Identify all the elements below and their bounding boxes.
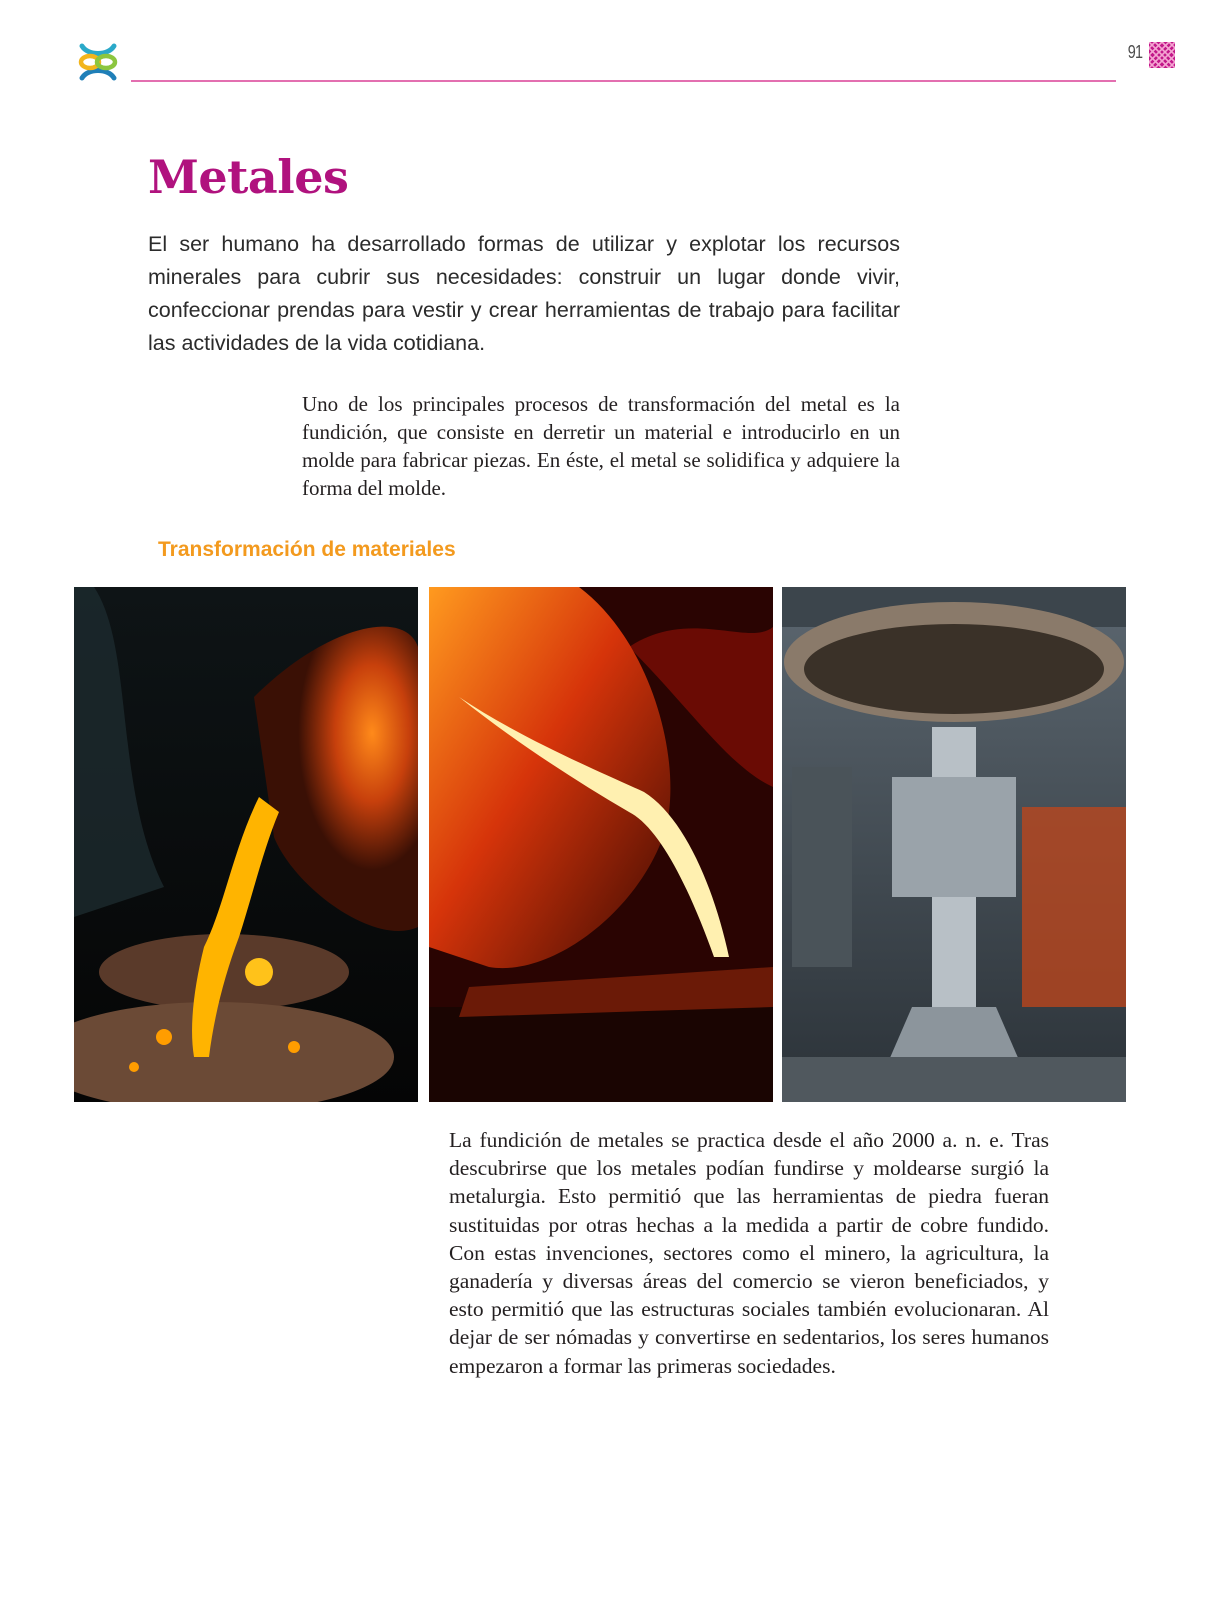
pouring-molten-metal-photo (74, 587, 418, 1102)
section-heading: Transformación de materiales (158, 538, 456, 561)
magenta-pattern-icon (1149, 42, 1175, 68)
casting-definition-paragraph: Uno de los principales procesos de transformación del metal es la fundición, que consiste en derretir un material e introducirlo en un molde para fabricar piezas. En éste, el metal se solidifica y adquiere la forma del molde. (302, 392, 900, 500)
page-number: 91 (1127, 42, 1143, 62)
crucible-pouring-photo (429, 587, 773, 1102)
page-title: Metales (148, 150, 349, 204)
history-paragraph: La fundición de metales se practica desde el año 2000 a. n. e. Tras descubrirse que los metales podían fundirse y moldearse surgió la metalurgia. Esto permitió que las herramientas de piedra fueran sustituidas por otras hechas a la medida a partir de cobre fundido. Con estas invenciones, sectores como el minero, la agricultura, la ganadería y diversas áreas del comercio se vieron beneficiados, y esto permitió que las estructuras sociales también evolucionaran. Al dejar de ser nómadas y convertirse en sedentarios, los seres humanos empezaron a formar las primeras sociedades. (449, 1128, 1049, 1378)
molecule-logo-icon (74, 38, 122, 86)
intro-paragraph: El ser humano ha desarrollado formas de utilizar y explotar los recursos minerales para cubrir sus necesidades: construir un lugar donde vivir, confeccionar prendas para vestir y crear herramientas de trabajo para facilitar las actividades de la vida cotidiana. (148, 232, 900, 355)
industrial-furnace-photo (782, 587, 1126, 1102)
header-rule (131, 80, 1116, 82)
